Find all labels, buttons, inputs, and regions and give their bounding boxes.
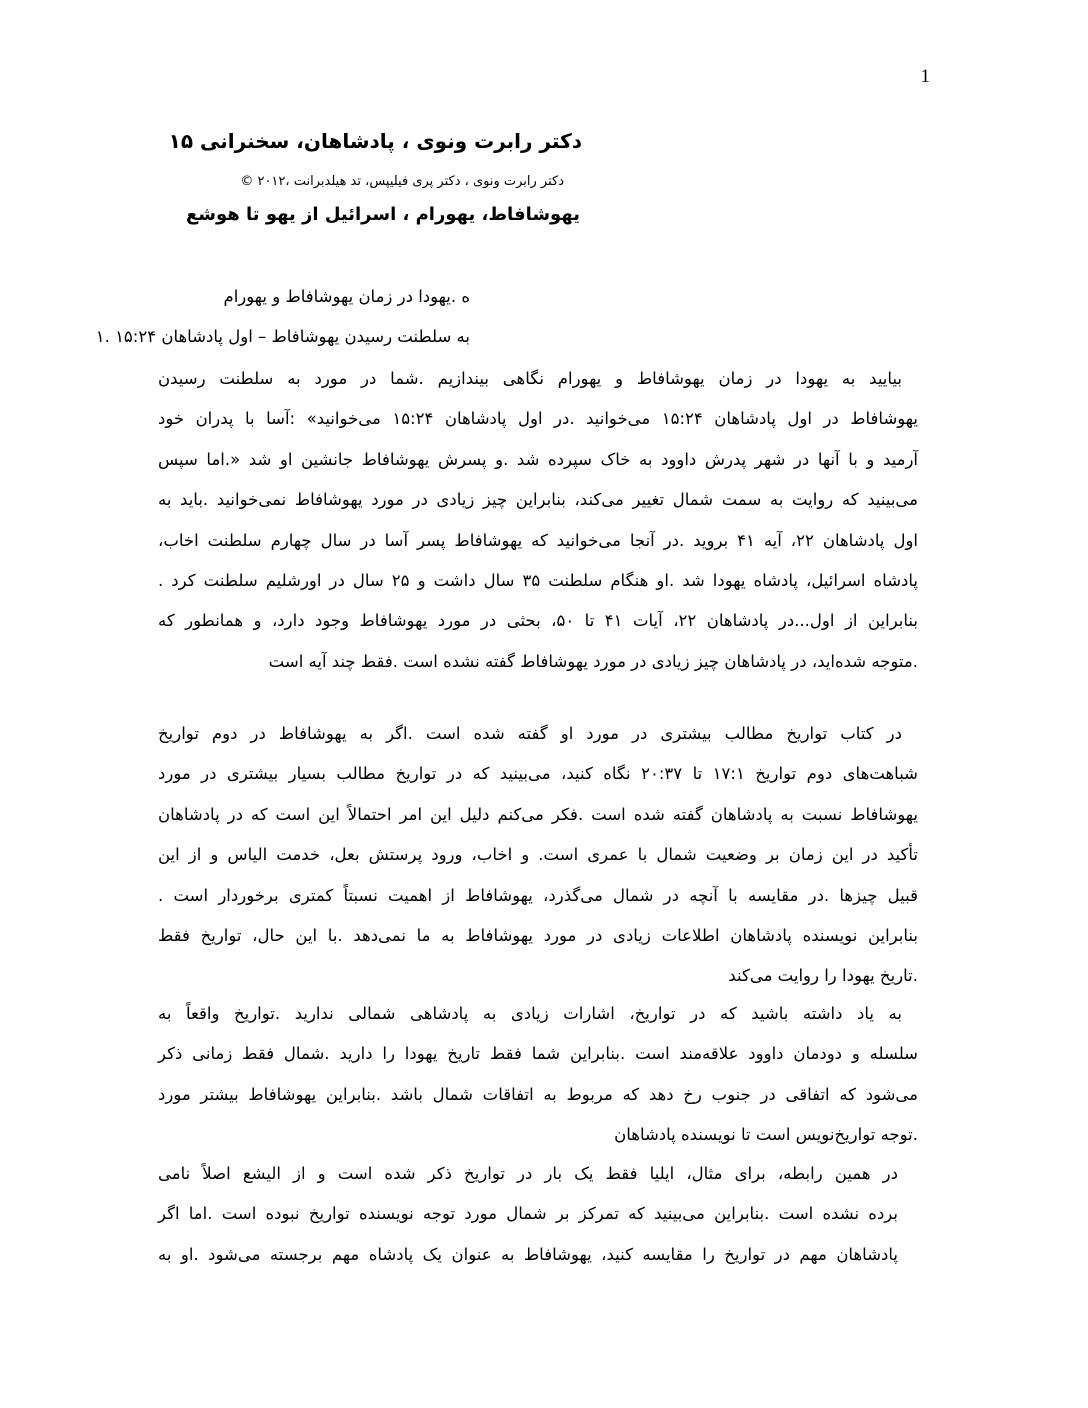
paragraph-line: بیایید به یهودا در زمان یهوشافاط و یهورام نگاهی بیندازیم .شما در مورد به سلطنت رسیدن [158,369,902,388]
paragraph-line: پادشاه اسرائیل، پادشاه یهودا شد .او هنگام سلطنت ۳۵ سال داشت و ۲۵ سال در اورشلیم سلطنت کرد . [158,570,919,590]
authors-line: دکتر رابرت ونوی ، دکتر پری فیلیپس، تد هیلدبرانت ،۲۰۱۲ © [240,174,564,189]
paragraph-line: بنابراین نویسنده پادشاهان اطلاعات زیادی در مورد یهوشافاط به ما نمی‌دهد .با این حال، تواریخ فقط [158,925,918,945]
page-number: 1 [920,66,930,87]
paragraph-1 [158,359,918,682]
paragraph-line: سلسله و دودمان داوود علاقه‌مند است .بنابراین شما فقط تاریخ یهودا را دارید .شمال فقط زمانی ذکر [158,1044,918,1064]
paragraph-line: .توجه تواریخ‌نویس است تا نویسنده پادشاهان [614,1125,918,1145]
paragraph-line: پادشاهان مهم در تواریخ را مقایسه کنید، یهوشافاط به عنوان یک پادشاه مهم برجسته می‌شود .او به [158,1244,898,1264]
paragraph-line: اول پادشاهان ۲۲، آیه ۴۱ بروید .در آنجا می‌خوانید که یهوشافاط پسر آسا در سال چهارم سلطنت اخاب، [158,530,919,550]
paragraph-line: می‌شود که اتفاقی در جنوب رخ دهد که مربوط به اتفاقات شمال باشد .بنابراین یهوشافاط بیشتر مورد [158,1084,918,1104]
paragraph-line: تأکید در این زمان بر وضعیت شمال با عمری است. و اخاب، ورود پرستش بعل، خدمت الیاس و از این [158,845,918,865]
paragraph-line: آرمید و با آنها در شهر پدرش داوود به خاک سپرده شد .و پسرش یهوشافاط جانشین او شد «.اما سپس [158,449,918,469]
paragraph-2 [158,714,918,997]
lecture-subtitle: یهوشافاط، یهورام ، اسرائیل از یهو تا هوشع [186,204,580,225]
paragraph-line: .متوجه شده‌اید، در پادشاهان چیز زیادی در مورد یهوشافاط گفته نشده است .فقط چند آیه است [268,651,918,671]
paragraph-line: می‌بینید که روایت به سمت شمال تغییر می‌کند، بنابراین چیز زیادی در مورد یهوشافاط نمی‌خوانید .باید به [158,490,918,510]
section-subheading: به سلطنت رسیدن یهوشافاط – اول پادشاهان ۱۵:۲۴ .۱ [95,327,470,346]
paragraph-line: بنابراین از اول...در پادشاهان ۲۲، آیات ۴۱ تا ۵۰، بحثی در مورد یهوشافاط وجود دارد، و همانطور که [158,611,918,631]
paragraph-line: برده نشده است .بنابراین می‌بینید که تمرکز بر شمال مورد توجه نویسنده تواریخ نبوده است .اما اگر [158,1204,898,1224]
paragraph-line: .تاریخ یهودا را روایت می‌کند [728,966,918,986]
paragraph-3 [158,994,918,1156]
paragraph-line: در کتاب تواریخ مطالب بیشتری در مورد او گفته شده است .اگر به یهوشافاط در دوم تواریخ [158,724,902,743]
paragraph-line: قبیل چیزها .در مقایسه با آنچه در شمال می‌گذرد، یهوشافاط از اهمیت نسبتاً کمتری برخوردار است . [158,885,918,905]
paragraph-4 [158,1154,914,1275]
paragraph-line: به یاد داشته باشید که در تواریخ، اشارات زیادی به پادشاهی شمالی ندارید .تواریخ واقعاً به [158,1004,902,1023]
paragraph-line: شباهت‌های دوم تواریخ ۱۷:۱ تا ۲۰:۳۷ نگاه کنید، می‌بینید که در تواریخ مطالب بسیار بیشتری در مورد [158,764,919,784]
paragraph-line: یهوشافاط نسبت به پادشاهان گفته شده است .فکر می‌کنم دلیل این امر احتمالاً این است که در پادشاهان [158,804,918,824]
page-title: دکتر رابرت ونوی ، پادشاهان، سخنرانی ۱۵ [168,129,582,153]
paragraph-line: یهوشافاط در اول پادشاهان ۱۵:۲۴ می‌خوانید .در اول پادشاهان ۱۵:۲۴ می‌خوانید» :آسا با پدران خود [158,409,919,429]
paragraph-line: در همین رابطه، برای مثال، ایلیا فقط یک بار در تواریخ ذکر شده است و از الیشع اصلاً نامی [158,1164,898,1183]
section-heading: ه .یهودا در زمان یهوشافاط و یهورام [223,287,470,306]
